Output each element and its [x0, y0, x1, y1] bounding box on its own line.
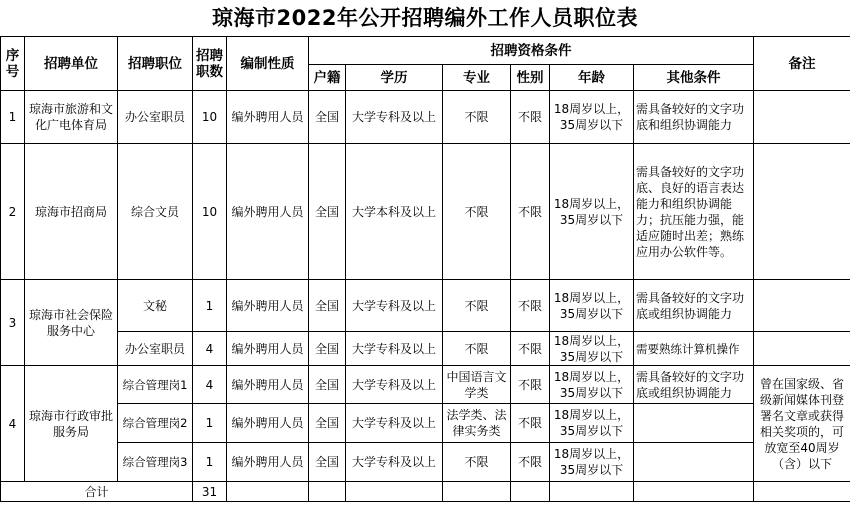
cell-remark — [754, 144, 850, 280]
total-empty — [346, 482, 443, 502]
cell-other — [634, 404, 754, 443]
table-row — [1, 366, 850, 404]
cell-nature: 编外聘用人员 — [227, 91, 309, 144]
cell-other: 需具备较好的文字功底、良好的语言表达能力和组织协调能力；抗压能力强，能适应随时出差；熟练应用办公软件等。 — [634, 144, 754, 280]
cell-major: 法学类、法律实务类 — [443, 404, 511, 443]
header-household: 户籍 — [309, 65, 346, 91]
header-seq: 序号 — [1, 37, 25, 91]
header-age: 年龄 — [550, 65, 634, 91]
cell-household: 全国 — [309, 443, 346, 482]
cell-remark — [754, 332, 850, 366]
cell-count: 1 — [193, 443, 227, 482]
cell-education: 大学专科及以上 — [346, 91, 443, 144]
cell-position: 文秘 — [118, 280, 193, 332]
table-row — [1, 443, 850, 482]
total-count: 31 — [193, 482, 227, 502]
cell-seq: 1 — [1, 91, 25, 144]
cell-count: 1 — [193, 280, 227, 332]
cell-seq: 3 — [1, 280, 25, 366]
cell-nature: 编外聘用人员 — [227, 404, 309, 443]
cell-position: 综合文员 — [118, 144, 193, 280]
cell-major: 不限 — [443, 280, 511, 332]
cell-gender: 不限 — [511, 144, 550, 280]
total-empty — [634, 482, 754, 502]
table-row — [1, 332, 850, 366]
cell-remark: 曾在国家级、省级新闻媒体刊登署名文章或获得相关奖项的，可放宽至40周岁（含）以下 — [754, 366, 850, 482]
cell-position: 办公室职员 — [118, 91, 193, 144]
cell-unit: 琼海市旅游和文化广电体育局 — [25, 91, 118, 144]
cell-household: 全国 — [309, 332, 346, 366]
header-nature: 编制性质 — [227, 37, 309, 91]
cell-unit: 琼海市招商局 — [25, 144, 118, 280]
cell-age: 18周岁以上，35周岁以下 — [550, 404, 634, 443]
table-row — [1, 404, 850, 443]
cell-education: 大学专科及以上 — [346, 404, 443, 443]
cell-age: 18周岁以上，35周岁以下 — [550, 144, 634, 280]
cell-other: 需要熟练计算机操作 — [634, 332, 754, 366]
header-education: 学历 — [346, 65, 443, 91]
header-remark: 备注 — [754, 37, 850, 91]
cell-other: 需具备较好的文字功底或组织协调能力 — [634, 280, 754, 332]
cell-seq: 2 — [1, 144, 25, 280]
cell-major: 不限 — [443, 144, 511, 280]
cell-nature: 编外聘用人员 — [227, 144, 309, 280]
total-empty — [754, 482, 850, 502]
cell-household: 全国 — [309, 91, 346, 144]
cell-other: 需具备较好的文字功底和组织协调能力 — [634, 91, 754, 144]
cell-remark — [754, 91, 850, 144]
table-row — [1, 144, 850, 280]
cell-seq: 4 — [1, 366, 25, 482]
cell-household: 全国 — [309, 144, 346, 280]
cell-position: 综合管理岗3 — [118, 443, 193, 482]
cell-other — [634, 443, 754, 482]
cell-position: 综合管理岗1 — [118, 366, 193, 404]
cell-education: 大学专科及以上 — [346, 332, 443, 366]
cell-remark — [754, 280, 850, 332]
cell-age: 18周岁以上，35周岁以下 — [550, 280, 634, 332]
cell-gender: 不限 — [511, 280, 550, 332]
cell-household: 全国 — [309, 366, 346, 404]
cell-education: 大学本科及以上 — [346, 144, 443, 280]
cell-household: 全国 — [309, 280, 346, 332]
cell-major: 不限 — [443, 443, 511, 482]
cell-major: 不限 — [443, 91, 511, 144]
cell-nature: 编外聘用人员 — [227, 366, 309, 404]
cell-gender: 不限 — [511, 443, 550, 482]
cell-unit: 琼海市社会保险服务中心 — [25, 280, 118, 366]
cell-education: 大学专科及以上 — [346, 366, 443, 404]
total-empty — [443, 482, 511, 502]
cell-education: 大学专科及以上 — [346, 443, 443, 482]
cell-position: 综合管理岗2 — [118, 404, 193, 443]
total-label: 合计 — [1, 482, 193, 502]
cell-age: 18周岁以上，35周岁以下 — [550, 91, 634, 144]
header-qualifications: 招聘资格条件 — [309, 37, 754, 65]
cell-gender: 不限 — [511, 366, 550, 404]
header-row — [1, 37, 850, 65]
total-empty — [227, 482, 309, 502]
table-row — [1, 280, 850, 332]
cell-nature: 编外聘用人员 — [227, 332, 309, 366]
cell-other: 需具备较好的文字功底或组织协调能力 — [634, 366, 754, 404]
cell-unit: 琼海市行政审批服务局 — [25, 366, 118, 482]
header-major: 专业 — [443, 65, 511, 91]
total-empty — [550, 482, 634, 502]
total-empty — [309, 482, 346, 502]
table-row — [1, 91, 850, 144]
total-row — [1, 482, 850, 502]
header-other: 其他条件 — [634, 65, 754, 91]
header-count: 招聘职数 — [193, 37, 227, 91]
page-title: 琼海市2022年公开招聘编外工作人员职位表 — [212, 6, 638, 30]
cell-count: 10 — [193, 144, 227, 280]
cell-count: 10 — [193, 91, 227, 144]
cell-education: 大学专科及以上 — [346, 280, 443, 332]
header-gender: 性别 — [511, 65, 550, 91]
cell-major: 不限 — [443, 332, 511, 366]
cell-nature: 编外聘用人员 — [227, 443, 309, 482]
cell-gender: 不限 — [511, 404, 550, 443]
cell-gender: 不限 — [511, 91, 550, 144]
cell-count: 1 — [193, 404, 227, 443]
cell-age: 18周岁以上，35周岁以下 — [550, 366, 634, 404]
cell-position: 办公室职员 — [118, 332, 193, 366]
cell-household: 全国 — [309, 404, 346, 443]
cell-age: 18周岁以上，35周岁以下 — [550, 332, 634, 366]
cell-count: 4 — [193, 366, 227, 404]
header-position: 招聘职位 — [118, 37, 193, 91]
cell-age: 18周岁以上，35周岁以下 — [550, 443, 634, 482]
cell-count: 4 — [193, 332, 227, 366]
total-empty — [511, 482, 550, 502]
cell-major: 中国语言文学类 — [443, 366, 511, 404]
cell-nature: 编外聘用人员 — [227, 280, 309, 332]
positions-table — [0, 36, 850, 502]
header-unit: 招聘单位 — [25, 37, 118, 91]
cell-gender: 不限 — [511, 332, 550, 366]
